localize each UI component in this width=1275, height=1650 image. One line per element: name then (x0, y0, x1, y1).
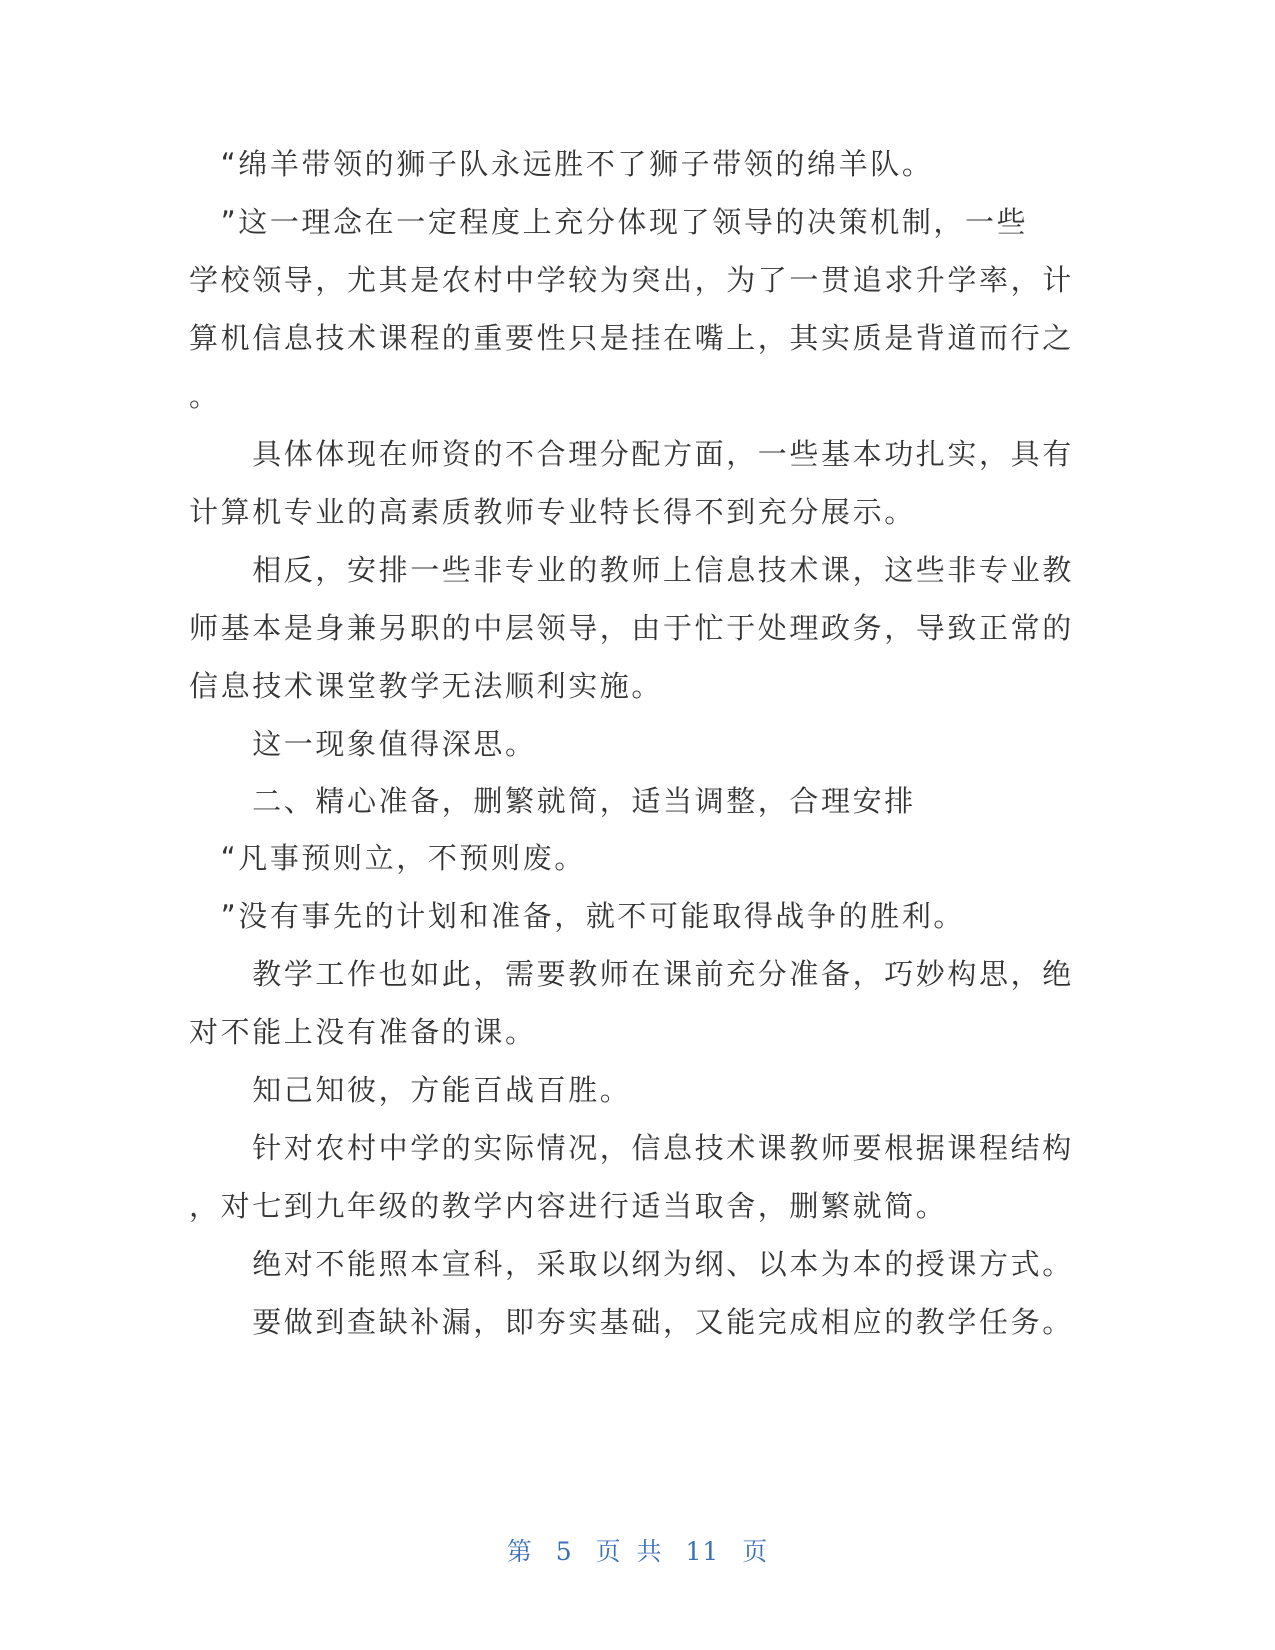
text-line: 对不能上没有准备的课。 (189, 1015, 537, 1049)
text-line: 知己知彼，方能百战百胜。 (189, 1073, 632, 1107)
text-line: 教学工作也如此，需要教师在课前充分准备，巧妙构思，绝 (189, 957, 1074, 991)
text-line: 针对农村中学的实际情况，信息技术课教师要根据课程结构 (189, 1131, 1074, 1165)
text-line: ，对七到九年级的教学内容进行适当取舍，删繁就简。 (189, 1189, 948, 1223)
text-line: 要做到查缺补漏，即夯实基础，又能完成相应的教学任务。 (189, 1305, 1074, 1339)
page-footer (0, 1532, 1275, 1568)
text-line: “凡事预则立，不预则废。 (189, 841, 586, 875)
text-line: 计算机专业的高素质教师专业特长得不到充分展示。 (189, 495, 916, 529)
text-line: 师基本是身兼另职的中层领导，由于忙于处理政务，导致正常的 (189, 611, 1074, 645)
page-middle: 页 共 (595, 1537, 663, 1566)
text-line: 绝对不能照本宣科，采取以纲为纲、以本为本的授课方式。 (189, 1247, 1074, 1281)
text-line: “绵羊带领的狮子队永远胜不了狮子带领的绵羊队。 (189, 147, 934, 181)
text-line: ”没有事先的计划和准备，就不可能取得战争的胜利。 (189, 899, 966, 933)
section-heading: 二、精心准备，删繁就简，适当调整，合理安排 (189, 784, 916, 818)
text-line: 算机信息技术课程的重要性只是挂在嘴上，其实质是背道而行之 (189, 321, 1074, 355)
page-suffix: 页 (742, 1537, 769, 1566)
text-line: 。 (189, 379, 221, 413)
text-line: ”这一理念在一定程度上充分体现了领导的决策机制，一些 (189, 205, 1029, 239)
text-line: 相反，安排一些非专业的教师上信息技术课，这些非专业教 (189, 553, 1074, 587)
text-line: 具体体现在师资的不合理分配方面，一些基本功扎实，具有 (189, 437, 1074, 471)
total-page-number: 11 (685, 1537, 720, 1566)
text-line: 学校领导，尤其是农村中学较为突出，为了一贯追求升学率，计 (189, 263, 1074, 297)
current-page-number: 5 (555, 1537, 573, 1566)
page-prefix: 第 (506, 1537, 533, 1566)
text-line: 信息技术课堂教学无法顺利实施。 (189, 669, 664, 703)
text-line: 这一现象值得深思。 (189, 727, 537, 761)
